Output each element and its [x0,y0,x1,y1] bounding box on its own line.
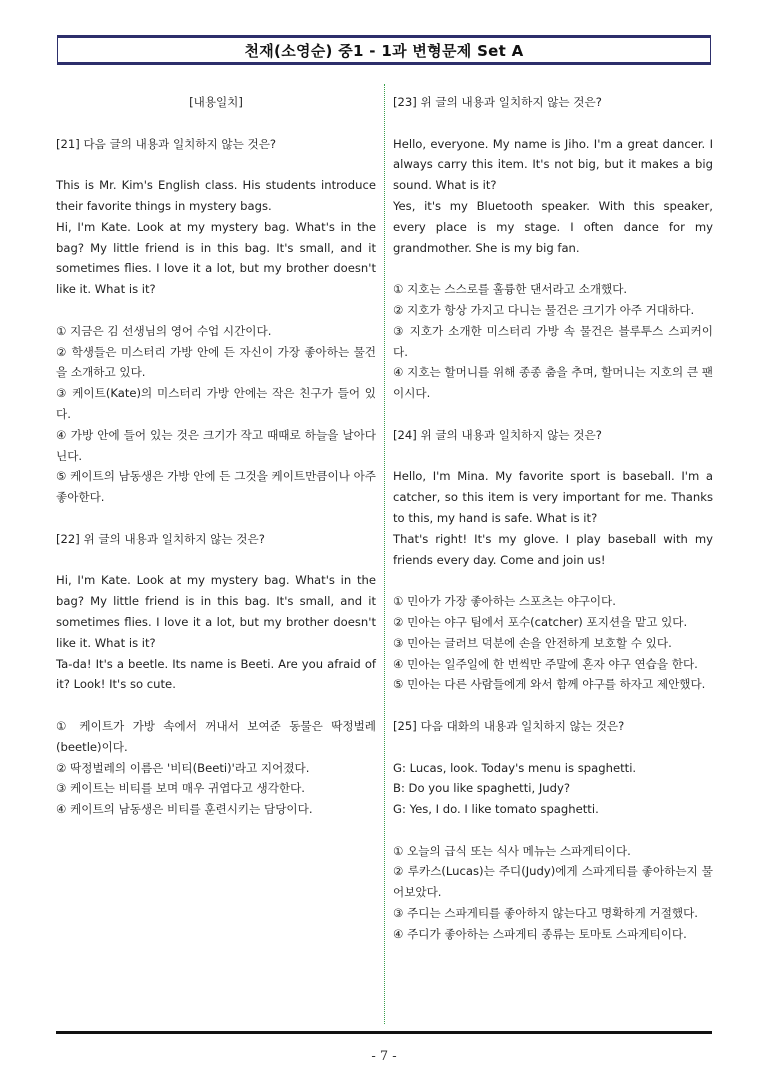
question-21-option-2: ② 학생들은 미스터리 가방 안에 든 자신이 가장 좋아하는 물건을 소개하고 있다. [56,344,376,380]
passage-paragraph: That's right! It's my glove. I play baseball with my friends every day. Come and join us! [393,531,713,567]
question-21-option-4: ④ 가방 안에 들어 있는 것은 크기가 작고 때때로 하늘을 날아다닌다. [56,427,376,463]
question-22-option-3: ③ 케이트는 비티를 보며 매우 귀엽다고 생각한다. [56,781,305,796]
right-column [393,92,713,945]
question-25-option-4: ④ 주디가 좋아하는 스파게티 종류는 토마토 스파게티이다. [393,926,687,941]
question-25-option-2: ② 루카스(Lucas)는 주디(Judy)에게 스파게티를 좋아하는지 물어보았다. [393,864,713,900]
question-23-option-2: ② 지호가 항상 가지고 다니는 물건은 크기가 아주 거대하다. [393,302,695,317]
section-label: [내용일치] [189,95,243,109]
question-21-option-3: ③ 케이트(Kate)의 미스터리 가방 안에는 작은 친구가 들어 있다. [56,386,376,421]
passage-paragraph: Hi, I'm Kate. Look at my mystery bag. What's in the bag? My little friend is in this bag. It's small, and it sometimes flies. I love it a lot, but my brother doesn't like it. What is it? [56,573,376,650]
question-25-stem: [25] 다음 대화의 내용과 일치하지 않는 것은? [393,718,625,733]
question-22-option-4: ④ 케이트의 남동생은 비티를 훈련시키는 담당이다. [56,802,313,817]
question-25-dialogue-line-1: G: Lucas, look. Today's menu is spaghetti. [393,760,637,775]
question-24-option-5: ⑤ 민아는 다른 사람들에게 와서 함께 야구를 하자고 제안했다. [393,677,706,692]
question-22-option-1: ① 케이트가 가방 속에서 꺼내서 보여준 동물은 딱정벌레(beetle)이다. [56,718,376,754]
question-23-option-1: ① 지호는 스스로를 훌륭한 댄서라고 소개했다. [393,282,628,297]
footer-rule [56,1031,712,1034]
page-title: 천재(소영순) 중1 - 1과 변형문제 Set A [57,35,711,65]
passage-paragraph: Hello, I'm Mina. My favorite sport is baseball. I'm a catcher, so this item is very important for me. Thanks to this, my hand is safe. What is it? [393,469,713,525]
question-22-stem: [22] 위 글의 내용과 일치하지 않는 것은? [56,531,265,546]
question-22-passage [56,570,376,695]
question-25-option-3: ③ 주디는 스파게티를 좋아하지 않는다고 명확하게 거절했다. [393,906,698,921]
question-24-option-1: ① 민아가 가장 좋아하는 스포츠는 야구이다. [393,594,616,609]
page-number: - 7 - [371,1049,397,1064]
question-21-passage-1 [56,175,376,300]
question-24-option-4: ④ 민아는 일주일에 한 번씩만 주말에 혼자 야구 연습을 한다. [393,656,698,671]
question-23-passage [393,134,713,259]
question-24-stem: [24] 위 글의 내용과 일치하지 않는 것은? [393,427,602,442]
question-24-option-2: ② 민아는 야구 팀에서 포수(catcher) 포지션을 맡고 있다. [393,614,688,629]
question-23-stem: [23] 위 글의 내용과 일치하지 않는 것은? [393,95,602,109]
question-22-option-2: ② 딱정벌레의 이름은 '비티(Beeti)'라고 지어졌다. [56,760,310,775]
passage-paragraph: Hello, everyone. My name is Jiho. I'm a great dancer. I always carry this item. It's not big, but it makes a big sound. What is it? [393,136,713,193]
left-column [56,92,376,820]
passage-paragraph: This is Mr. Kim's English class. His students introduce their favorite things in mystery bags. [56,178,376,213]
question-21-option-1: ① 지금은 김 선생님의 영어 수업 시간이다. [56,323,272,338]
question-21-stem: [21] 다음 글의 내용과 일치하지 않는 것은? [56,136,277,151]
question-21-option-5: ⑤ 케이트의 남동생은 가방 안에 든 그것을 케이트만큼이나 아주 좋아한다. [56,469,376,505]
question-23-option-3: ③ 지호가 소개한 미스터리 가방 속 물건은 블루투스 스피커이다. [393,323,713,359]
question-23-option-4: ④ 지호는 할머니를 위해 종종 춤을 추며, 할머니는 지호의 큰 팬이시다. [393,365,713,401]
question-24-option-3: ③ 민아는 글러브 덕분에 손을 안전하게 보호할 수 있다. [393,635,672,650]
question-25-option-1: ① 오늘의 급식 또는 식사 메뉴는 스파게티이다. [393,843,631,858]
question-24-passage [393,466,713,570]
passage-paragraph: Ta-da! It's a beetle. Its name is Beeti. Are you afraid of it? Look! It's so cute. [56,656,376,692]
question-25-dialogue-line-3: G: Yes, I do. I like tomato spaghetti. [393,802,599,817]
column-divider [384,84,385,1024]
passage-paragraph: Yes, it's my Bluetooth speaker. With this speaker, every place is my stage. I often dance for my grandmother. She is my big fan. [393,198,713,255]
passage-paragraph: Hi, I'm Kate. Look at my mystery bag. What's in the bag? My little friend is in this bag. It's small, and it sometimes flies. I love it a lot, but my brother doesn't like it. What is it? [56,219,376,297]
question-25-dialogue-line-2: B: Do you like spaghetti, Judy? [393,781,570,796]
